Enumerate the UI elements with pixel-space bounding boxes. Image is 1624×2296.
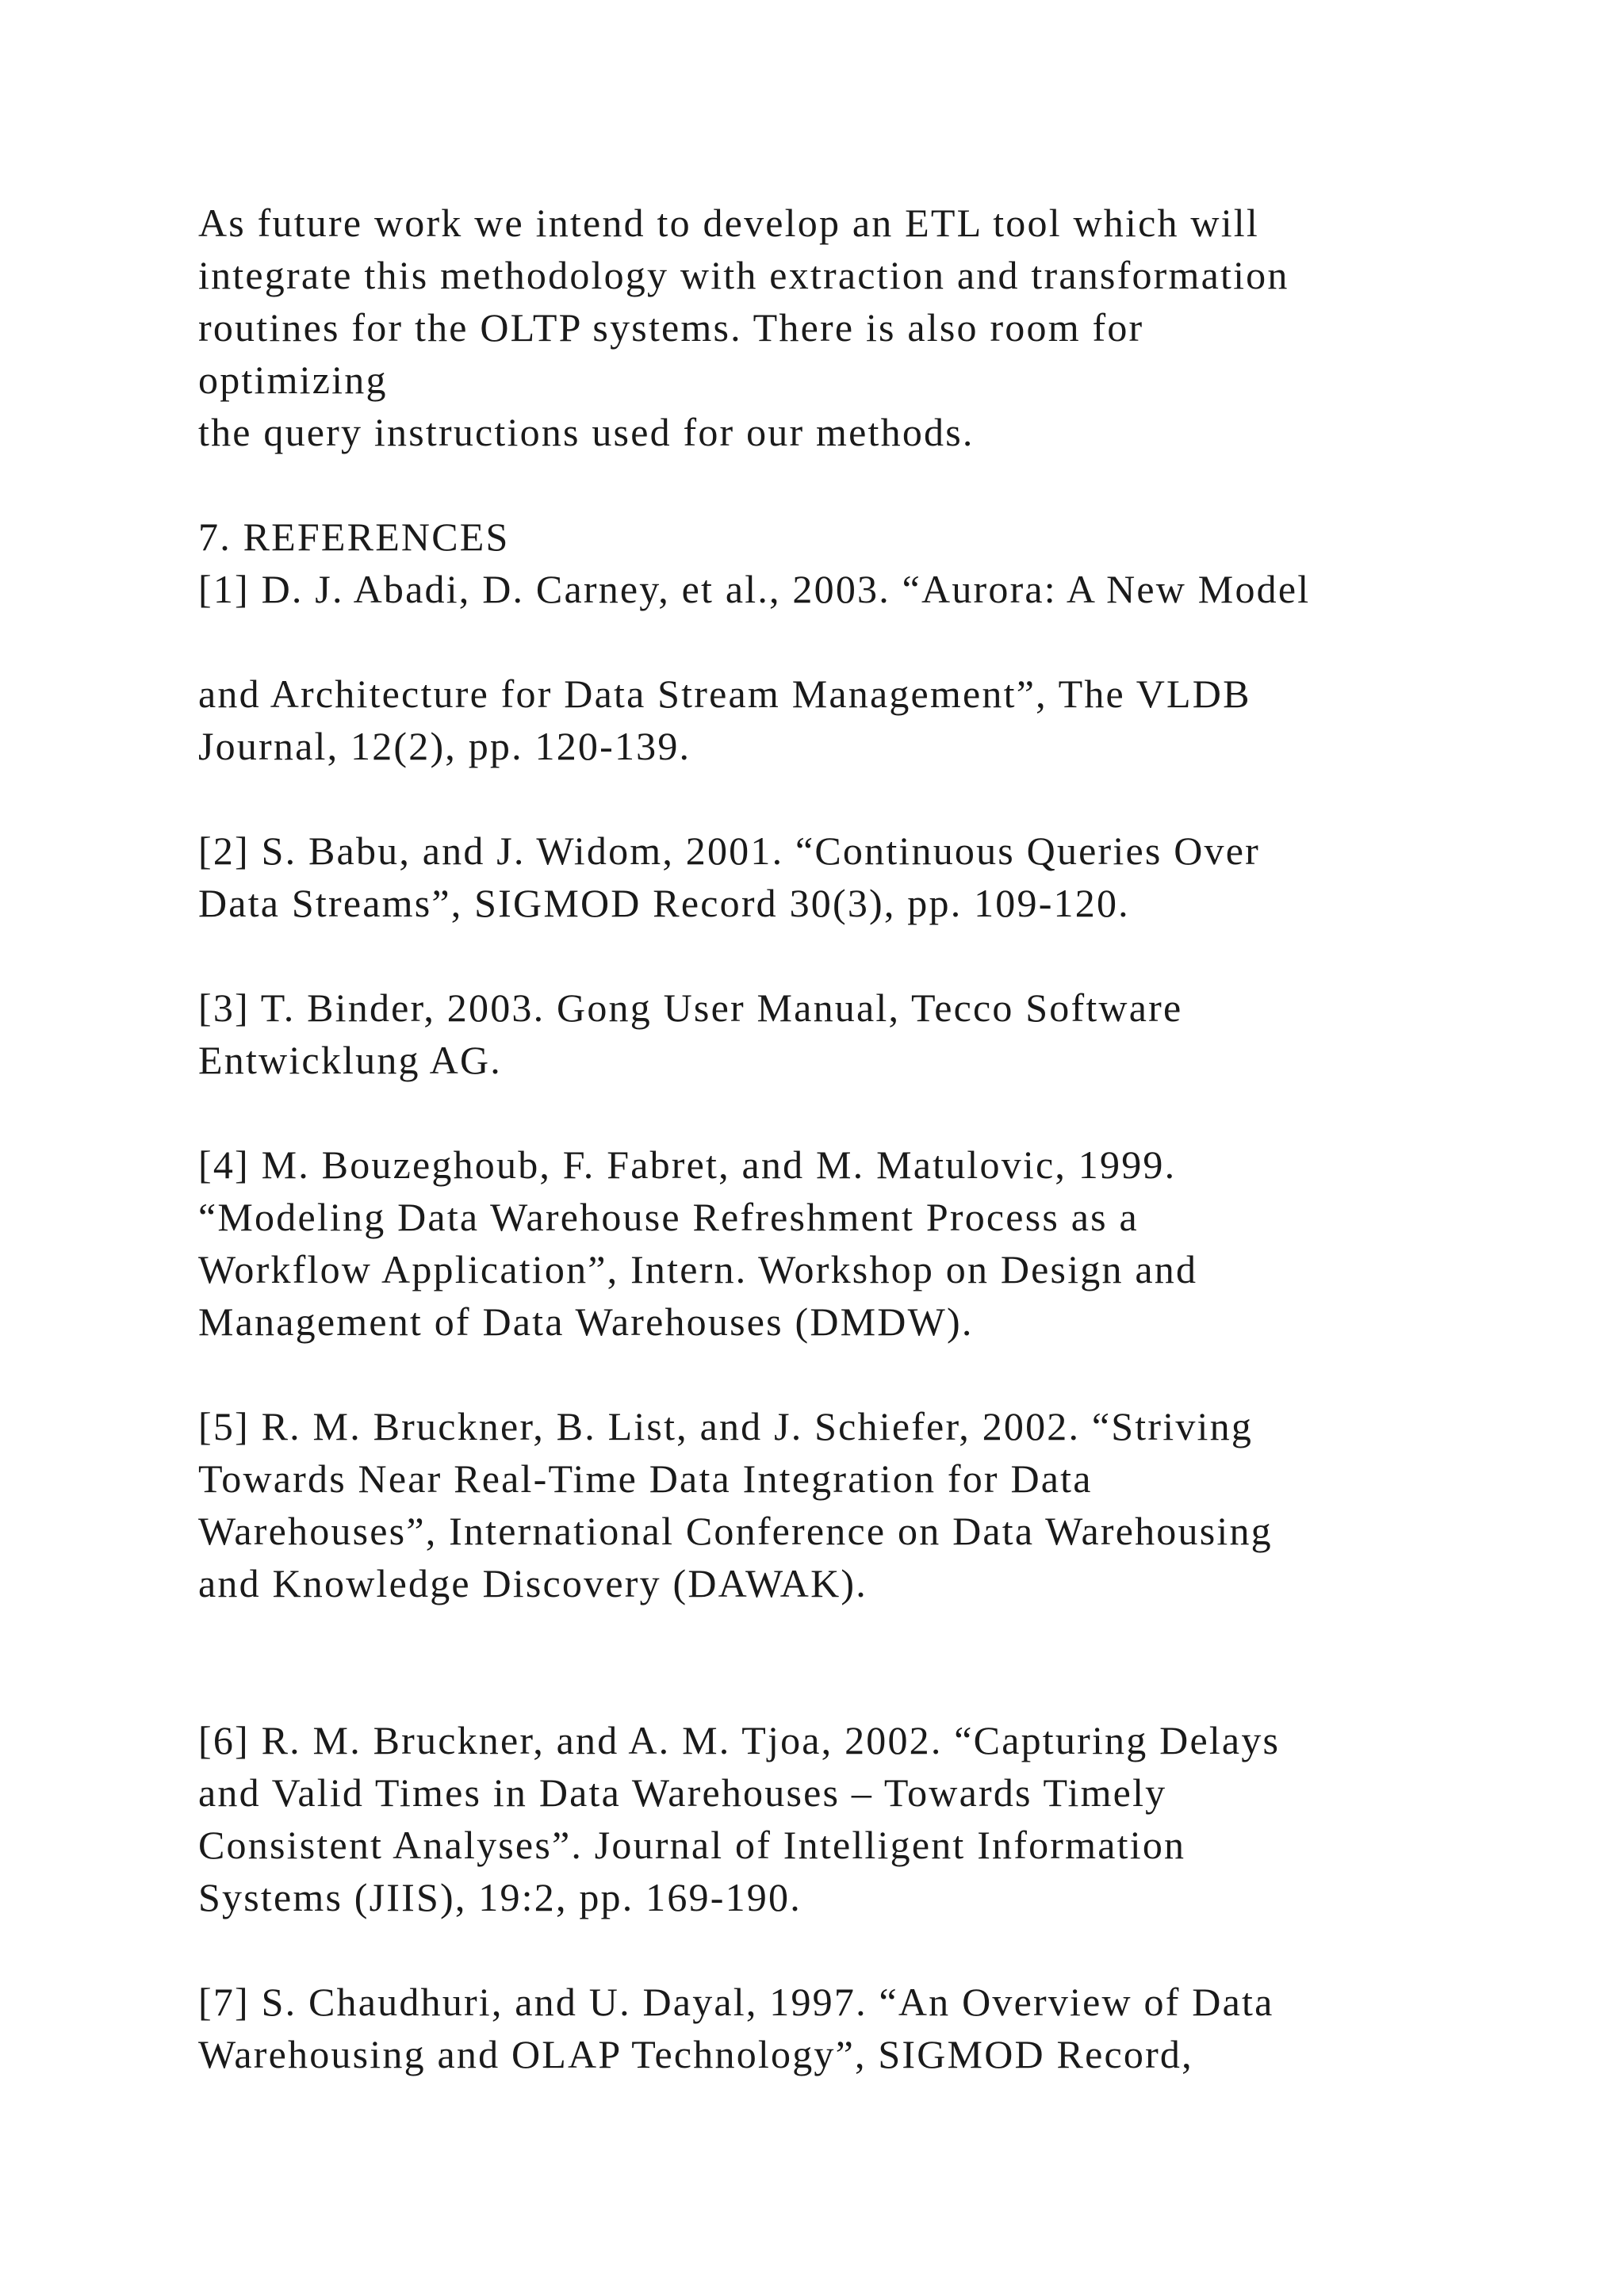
- document-page: [198, 197, 1546, 2080]
- reference-2: [198, 825, 1546, 929]
- text-line: routines for the OLTP systems. There is also room for: [198, 305, 1144, 350]
- references-heading: 7. REFERENCES: [198, 515, 510, 559]
- spacer: [198, 458, 1546, 511]
- reference-line: [7] S. Chaudhuri, and U. Dayal, 1997. “An Overview of Data: [198, 1980, 1274, 2024]
- reference-line: Management of Data Warehouses (DMDW).: [198, 1299, 974, 1344]
- text-line: the query instructions used for our methods.: [198, 410, 975, 454]
- spacer: [198, 1609, 1546, 1714]
- future-work-paragraph: [198, 197, 1546, 458]
- reference-3: [198, 982, 1546, 1086]
- reference-6: [198, 1714, 1546, 1923]
- reference-line: [198, 615, 1546, 668]
- reference-line: Consistent Analyses”. Journal of Intelligent Information: [198, 1823, 1186, 1867]
- reference-line: [5] R. M. Bruckner, B. List, and J. Schiefer, 2002. “Striving: [198, 1404, 1254, 1448]
- reference-line: Systems (JIIS), 19:2, pp. 169-190.: [198, 1875, 802, 1919]
- reference-line: Towards Near Real-Time Data Integration for Data: [198, 1456, 1093, 1501]
- spacer: [198, 1923, 1546, 1976]
- reference-line: and Knowledge Discovery (DAWAK).: [198, 1561, 868, 1605]
- text-line: As future work we intend to develop an ETL tool which will: [198, 201, 1259, 245]
- spacer: [198, 1086, 1546, 1138]
- reference-line: [1] D. J. Abadi, D. Carney, et al., 2003. “Aurora: A New Model: [198, 567, 1311, 611]
- spacer: [198, 1348, 1546, 1400]
- reference-line: [3] T. Binder, 2003. Gong User Manual, Tecco Software: [198, 985, 1183, 1030]
- reference-line: Warehouses”, International Conference on Data Warehousing: [198, 1509, 1273, 1553]
- reference-line: and Architecture for Data Stream Management”, The VLDB: [198, 672, 1251, 716]
- spacer: [198, 929, 1546, 982]
- reference-line: Data Streams”, SIGMOD Record 30(3), pp. 109-120.: [198, 881, 1130, 925]
- reference-line: [4] M. Bouzeghoub, F. Fabret, and M. Matulovic, 1999.: [198, 1142, 1177, 1187]
- text-line: optimizing: [198, 358, 388, 402]
- reference-line: Warehousing and OLAP Technology”, SIGMOD Record,: [198, 2032, 1193, 2076]
- reference-line: Journal, 12(2), pp. 120-139.: [198, 724, 691, 768]
- reference-7: [198, 1976, 1546, 2080]
- reference-line: Entwicklung AG.: [198, 1038, 502, 1082]
- text-line: integrate this methodology with extraction and transformation: [198, 253, 1289, 297]
- reference-line: and Valid Times in Data Warehouses – Towards Timely: [198, 1770, 1167, 1815]
- reference-1: [198, 563, 1546, 772]
- reference-line: Workflow Application”, Intern. Workshop on Design and: [198, 1247, 1198, 1292]
- reference-line: “Modeling Data Warehouse Refreshment Process as a: [198, 1195, 1139, 1239]
- reference-5: [198, 1400, 1546, 1609]
- reference-4: [198, 1138, 1546, 1348]
- reference-line: [2] S. Babu, and J. Widom, 2001. “Continuous Queries Over: [198, 828, 1260, 873]
- reference-line: [6] R. M. Bruckner, and A. M. Tjoa, 2002. “Capturing Delays: [198, 1718, 1281, 1762]
- spacer: [198, 772, 1546, 825]
